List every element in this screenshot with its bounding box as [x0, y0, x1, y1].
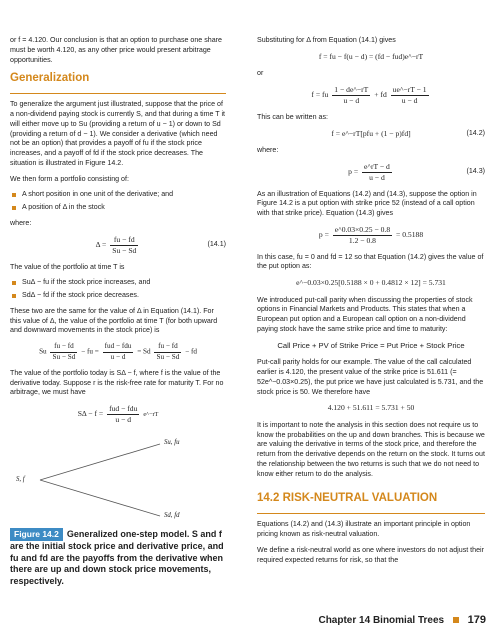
equation-no-arbitrage [10, 404, 226, 425]
probability-note-paragraph: It is important to note the analysis in this section does not require us to know the probabilities on the up and down branches. This is because we are valuing the derivative in terms of the stock price, and therefore the return from the derivative depends on the return on the stock. It turns out the relationship between the two returns is such that we do not need to know either return to do the analysis. [257, 420, 485, 478]
eq5-num-1: 1 − de^−rT [334, 85, 369, 95]
equation-substitution: f = fu − f(u − d) = (fd − fud)e^−rT [318, 51, 424, 61]
eq2-term: − fd [185, 347, 197, 356]
risk-neutral-paragraph-2: We define a risk-neutral world as one where investors do not adjust their required expected returns for risk, so that the [257, 545, 484, 564]
eq5-num-2: ue^−rT − 1 [392, 85, 427, 95]
eq3-lhs: SΔ − f = [77, 409, 104, 419]
figure-caption [10, 528, 226, 588]
equation-14-1 [10, 235, 226, 256]
eq7-fraction [362, 162, 392, 183]
eq2-a-num: fu − fd [50, 342, 77, 352]
equation-14-3 [257, 162, 485, 183]
where-label: where: [10, 219, 32, 228]
equation-number: (14.2) [466, 128, 485, 137]
intro-paragraph: or f = 4.120. Our conclusion is that an option to purchase one share must be worth 4.120, as any other price would present arbitrage opportunities. [10, 36, 222, 64]
eq2-c-num: fu − fd [154, 342, 181, 352]
eq1-denominator: Su − Sd [112, 245, 137, 255]
risk-neutral-paragraph-1: Equations (14.2) and (14.3) illustrate an important principle in option pricing known as risk-neutral valuation. [257, 520, 471, 539]
eq8-rhs: = 0.5188 [396, 229, 424, 239]
eq5-den-2: u − d [401, 95, 418, 105]
illustration-paragraph: As an illustration of Equations (14.2) and (14.3), suppose the option in Figure 14.2 is a put option with strike price 52 (instead of a call option with that strike price). Equation (14.3) gives [257, 189, 477, 218]
equation-number: (14.1) [207, 240, 226, 249]
parity-holds-paragraph: Put-call parity holds for our example. The value of the call calculated earlier is 4.120, the present value of the strike price is 51.611 (= 52e^−0.03×0.25), the put price we have just calculated is 5.731, and the stock price is 50. We therefore have [257, 358, 484, 396]
substitution-line: Substituting for Δ from Equation (14.1) gives [257, 36, 396, 44]
eq7-num: e^rT − d [364, 161, 390, 171]
section-heading-risk-neutral: 14.2 RISK-NEUTRAL VALUATION [257, 492, 438, 505]
eq2-fraction-c [154, 342, 181, 362]
down-branch [40, 480, 160, 516]
equation-14-2 [257, 129, 485, 139]
footer-square-icon [453, 617, 459, 623]
left-column [10, 36, 226, 588]
eq3-fraction [107, 404, 139, 425]
eq3-den: u − d [115, 415, 132, 425]
up-branch [40, 444, 160, 480]
page-footer [318, 613, 486, 628]
tree-node-down: Sd, fd [164, 511, 180, 519]
binomial-tree-diagram [10, 432, 226, 524]
eq2-c-den: Su − Sd [156, 352, 180, 361]
eq2-term: − fu = [81, 347, 99, 356]
footer-title: Binomial Trees [372, 614, 445, 626]
eq5-den-1: u − d [343, 95, 360, 105]
eq6-body: f = e^−rT[pfu + (1 − p)fd] [331, 128, 411, 138]
eq2-b-den: u − d [110, 352, 126, 361]
eq8-lhs: p = [318, 229, 329, 239]
equation-p-value [257, 225, 485, 246]
tree-node-up: Su, fu [164, 438, 180, 446]
list-item: SuΔ − fu if the stock price increases, and [10, 278, 226, 288]
where-label-right: where: [257, 146, 279, 154]
eq8-num: e^0.03×0.25 − 0.8 [334, 224, 391, 234]
figure-caption-text: Generalized one-step model. S and f are the initial stock price and derivative price, and fu and fd are the payoffs from the derivative when there are up and down stock price movements, respectively. [10, 528, 224, 587]
tree-node-start: S, f [16, 475, 25, 483]
page-number: 179 [467, 613, 486, 626]
eq8-fraction [333, 225, 392, 246]
equation-number: (14.3) [466, 167, 485, 176]
equation-expanded [257, 85, 485, 106]
eq2-b-num: fud − fdu [103, 342, 134, 352]
list-item: A position of Δ in the stock [10, 203, 226, 213]
eq1-numerator: fu − fd [110, 235, 138, 246]
portfolio-list [10, 190, 226, 213]
right-column [257, 36, 485, 571]
eq2-a-den: Su − Sd [52, 352, 76, 361]
eq1-fraction [110, 235, 138, 256]
portfolio-intro: We then form a portfolio consisting of: [10, 174, 129, 183]
put-value-intro: In this case, fu = 0 and fd = 12 so that Equation (14.2) gives the value of the put option as: [257, 252, 484, 271]
list-item: SdΔ − fd if the stock price decreases. [10, 291, 226, 301]
eq2-term: = Sd [137, 347, 151, 356]
section-rule [257, 513, 485, 514]
eq5-fraction-2 [391, 85, 429, 106]
tree-lines [10, 432, 226, 524]
section-heading-generalization: Generalization [10, 72, 90, 85]
footer-chapter: Chapter 14 [318, 614, 371, 626]
generalization-paragraph-1: To generalize the argument just illustrated, suppose that the price of a non-dividend paying stock is currently S, and that during a time T it will either move up to Su (providing a return of u − 1) or down to Sd (providing a return of d − 1). We consider a derivative (which need not be an option) that provides a payoff of fu if the stock price increases, and a payoff of fd if the stock price decreases. The situation is illustrated in Figure 14.2. [10, 100, 226, 167]
equation-portfolio-equal [10, 342, 226, 362]
eq5-fraction-1 [332, 85, 370, 106]
parity-statement: Call Price + PV of Strike Price = Put Price + Stock Price [277, 340, 465, 350]
eq8-den: 1.2 − 0.8 [348, 235, 376, 245]
put-call-parity-paragraph: We introduced put-call parity when discussing the properties of stock options in Financial Markets and Products. This states that when a European put option and a European call option on a non-dividend paying stock have the same strike price and time to maturity: [257, 295, 473, 333]
eq5-lhs: f = fu [311, 90, 329, 100]
section-rule [10, 93, 226, 94]
eq2-fraction-a [50, 342, 77, 362]
eq7-lhs: p = [348, 166, 359, 176]
portfolio-value-text: The value of the portfolio at time T is [10, 262, 125, 271]
eq7-den: u − d [369, 172, 385, 182]
outcome-list [10, 278, 226, 301]
eq3-discount: e^−rT [143, 411, 159, 419]
eq2-fraction-b [103, 342, 134, 362]
equation-parity-check: 4.120 + 51.611 = 5.731 + 50 [327, 403, 415, 413]
eq5-mid: + fd [374, 90, 387, 100]
no-arbitrage-paragraph: The value of the portfolio today is SΔ − f, where f is the value of the derivative today. Suppose r is the risk-free rate for maturity T. For no arbitrage, we must have [10, 368, 224, 397]
figure-badge: Figure 14.2 [10, 528, 63, 541]
written-as-label: This can be written as: [257, 112, 328, 121]
eq3-num: fud − fdu [109, 404, 138, 414]
or-label: or [257, 69, 264, 78]
eq2-term: Su [39, 347, 47, 356]
list-item: A short position in one unit of the derivative; and [10, 190, 226, 200]
equal-value-paragraph: These two are the same for the value of Δ in Equation (14.1). For this value of Δ, the value of the portfolio at time T (for both upward and downward movements in the stock price) is [10, 306, 218, 335]
equation-put-value: e^−0.03×0.25[0.5188 × 0 + 0.4812 × 12] = 5.731 [296, 278, 446, 288]
eq1-lhs: Δ = [95, 239, 107, 249]
